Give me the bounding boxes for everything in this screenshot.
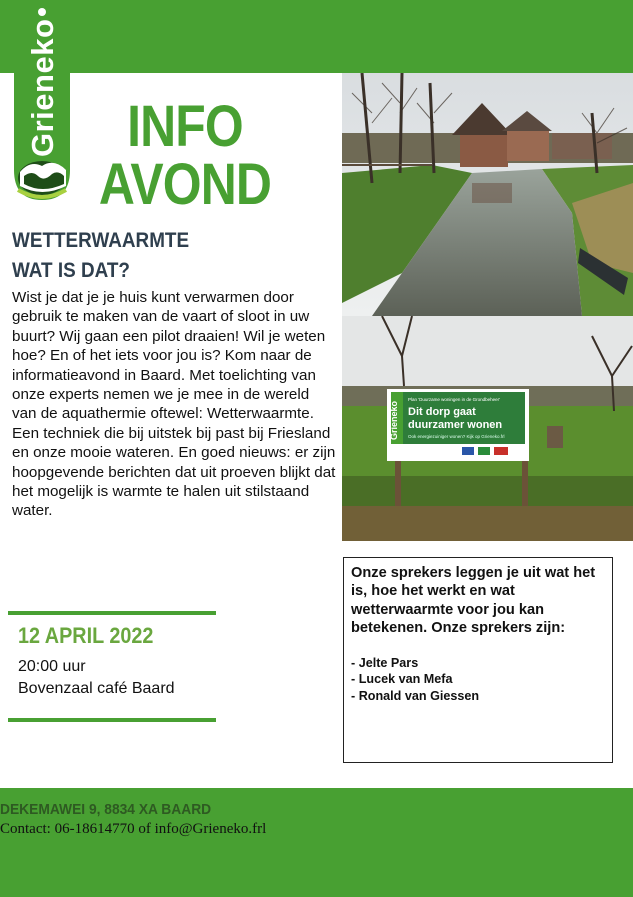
event-date: 12 APRIL 2022	[18, 623, 154, 648]
intro-paragraph: Wist je dat je je huis kunt verwarmen door gebruik te maken van de vaart of sloot in uw buurt? Wij gaan een pilot draaien! Wil je weten hoe? En of het iets voor jou is? Kom naar de informatieavond in Baard. Met toelichting van onze experts nemen we je mee in de wereld van de aquathermie oftewel: Wetterwaarmte. Een techniek die bij uitstek bij past bij Friesland en onze mooie wateren. En goed nieuws: er zijn hoopgevende berichten dat uit proeven blijkt dat het mogelijk is warmte te halen uit stilstaand water.	[12, 289, 336, 520]
speakers-box	[343, 557, 613, 763]
title-line-1: INFO	[127, 94, 243, 159]
sign-headline-2: duurzamer wonen	[408, 419, 503, 431]
speakers-list	[351, 655, 606, 705]
logo-text: Grieneko	[25, 18, 60, 157]
subtitle	[12, 226, 189, 286]
event-details	[8, 611, 216, 722]
speakers-intro: Onze sprekers leggen je uit wat het is, hoe het werkt en wat wetterwaarmte voor jou kan betekenen. Onze sprekers zijn:	[351, 565, 596, 637]
grieneko-logo	[14, 0, 70, 200]
footer-address: DEKEMAWEI 9, 8834 XA BAARD	[0, 801, 212, 818]
event-time: 20:00 uur	[18, 658, 86, 675]
canal-photo	[342, 73, 633, 316]
event-location: Bovenzaal café Baard	[18, 680, 175, 697]
footer-contact: Contact: 06-18614770 of info@Grieneko.frl	[0, 821, 267, 837]
sign-logo-text: Grieneko	[389, 400, 399, 440]
sign-photo	[342, 316, 633, 541]
sign-headline-1: Dit dorp gaat	[408, 406, 476, 418]
speaker-item: - Ronald van Giessen	[351, 688, 480, 703]
sign-bottom-line: Ook energiezuiniger wonen? Kijk op Grieneko.frl	[408, 434, 505, 439]
subtitle-line-2: WAT IS DAT?	[12, 259, 130, 282]
page-title	[80, 94, 290, 217]
speaker-item: - Jelte Pars	[351, 655, 419, 670]
sign-top-line: Plan 'Duurzame woningen in de Grondbeheer'	[408, 397, 501, 402]
title-line-2: AVOND	[98, 152, 272, 217]
speaker-item: - Lucek van Mefa	[351, 672, 453, 687]
header-band	[0, 0, 633, 73]
subtitle-line-1: WETTERWAARMTE	[12, 229, 190, 252]
